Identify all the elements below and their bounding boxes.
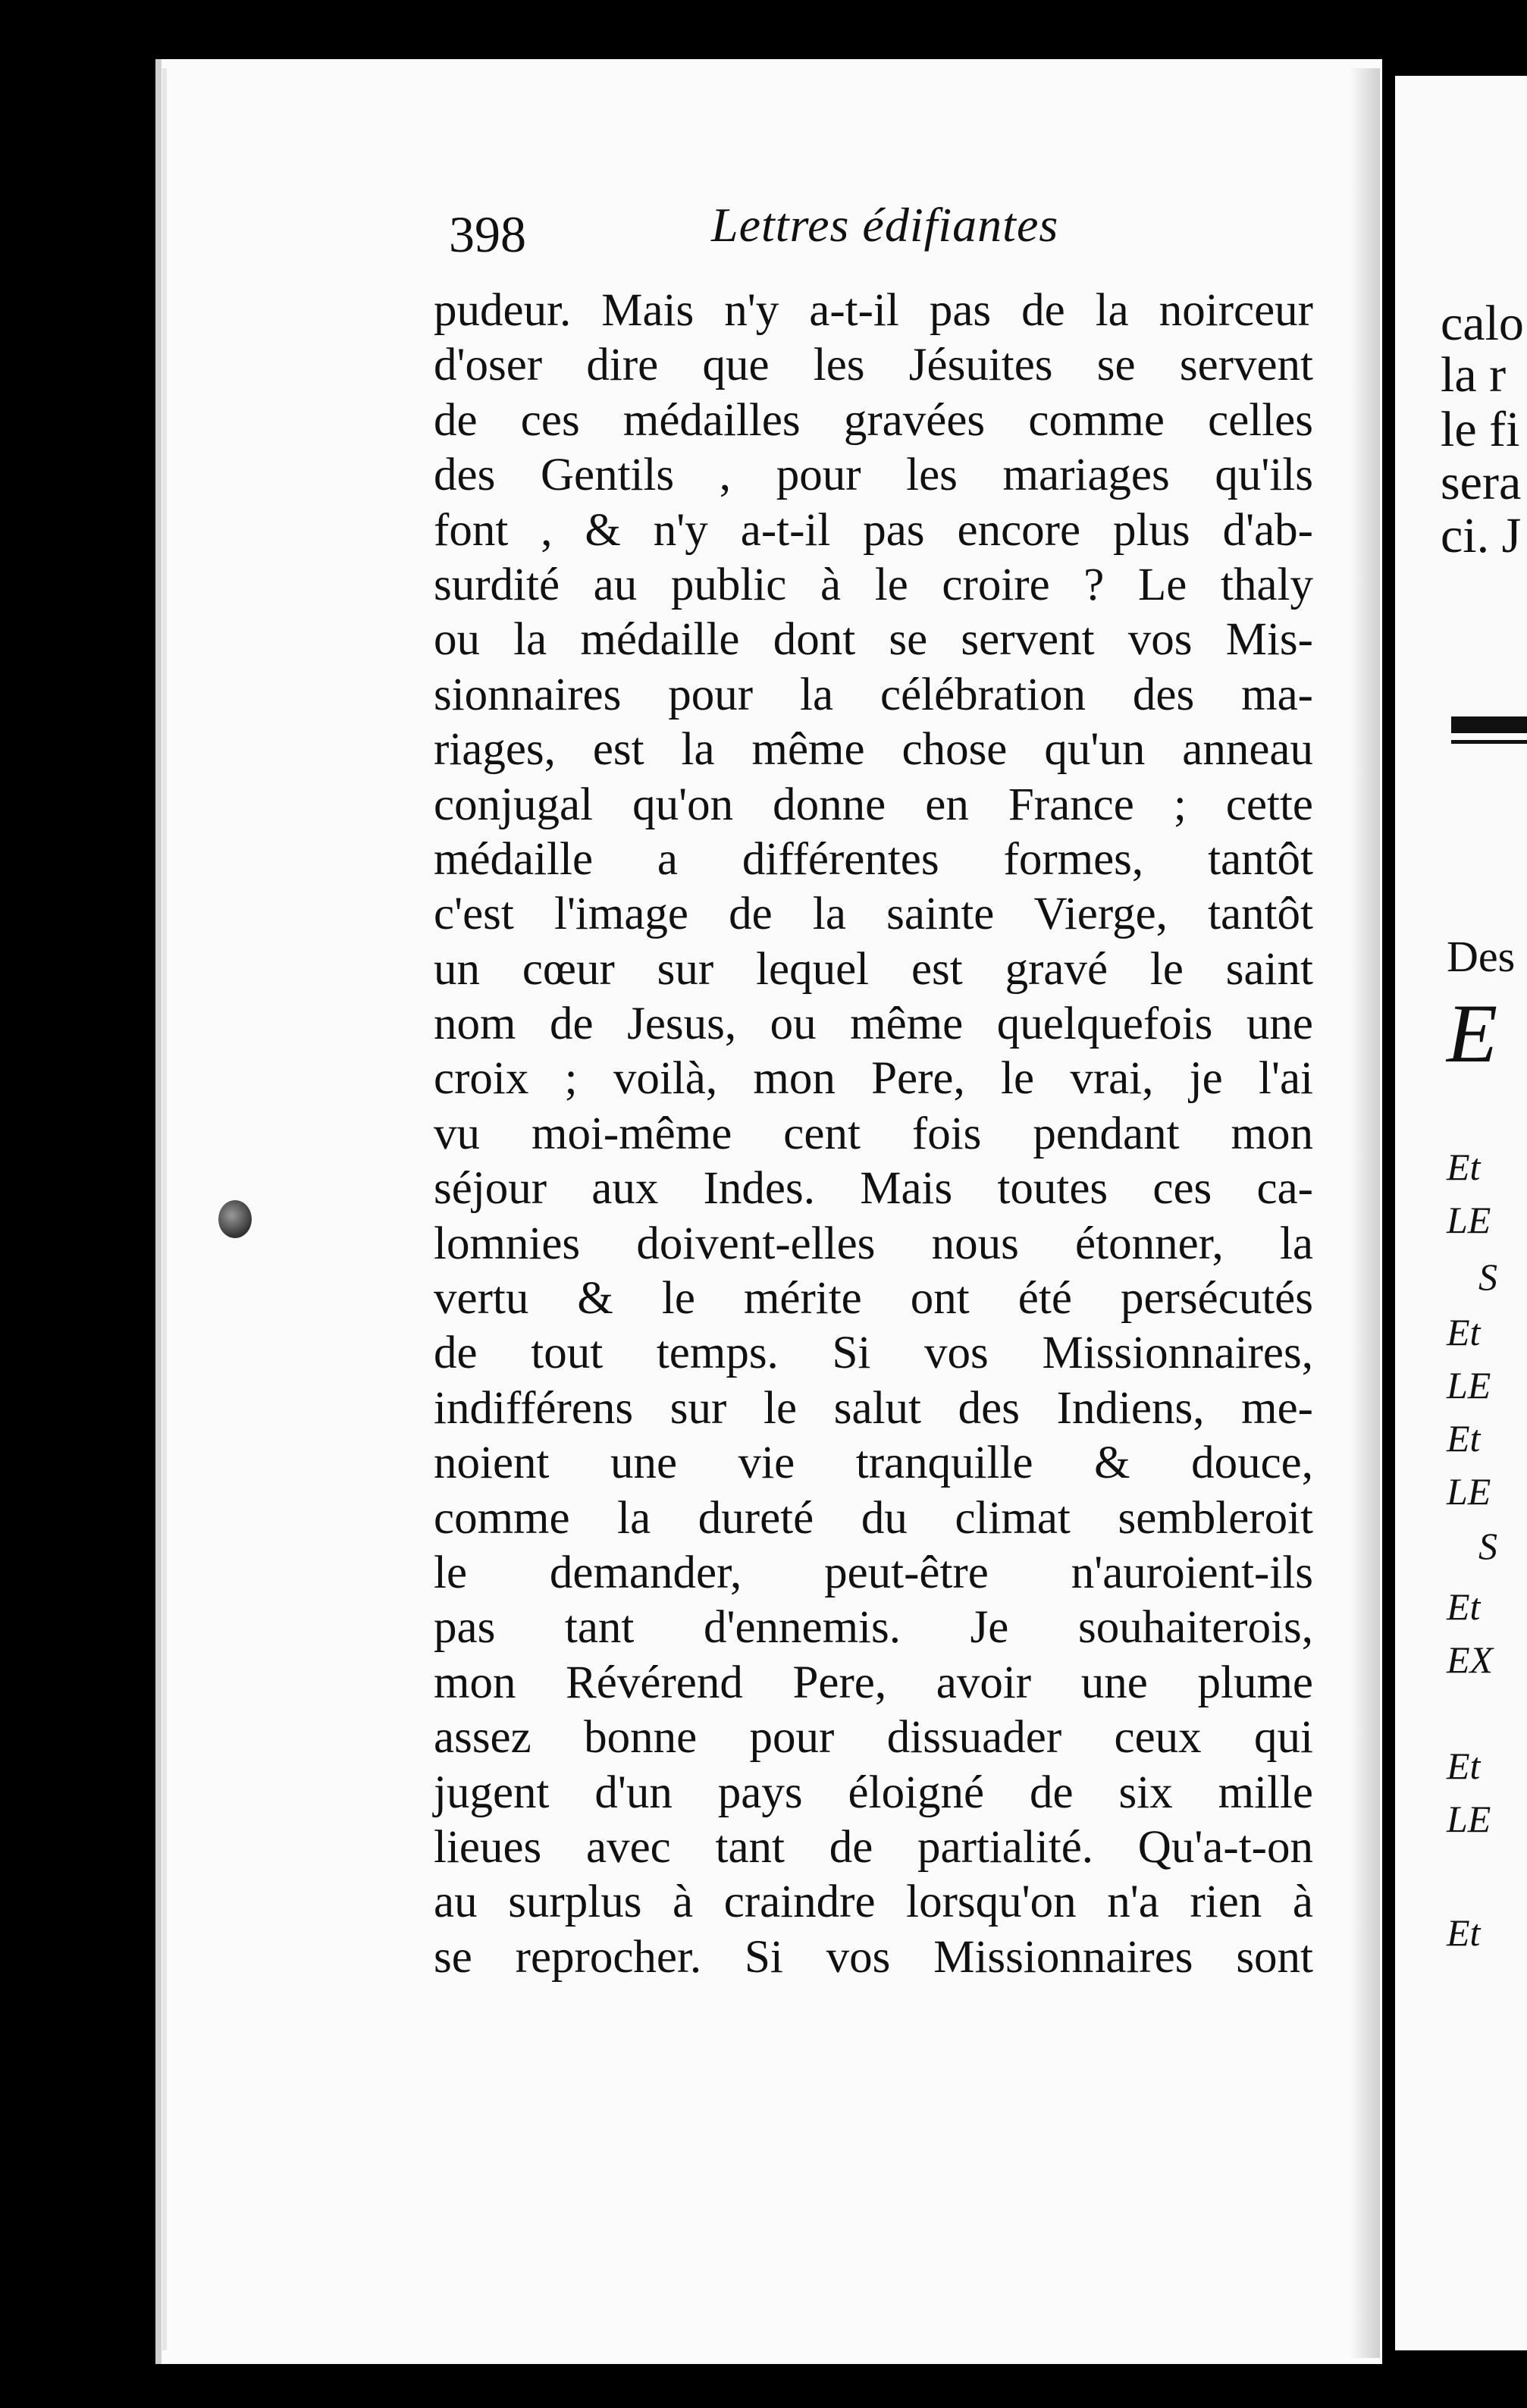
facing-toc-item: Et	[1447, 1311, 1481, 1353]
text-line: croix ; voilà, mon Pere, le vrai, je l'ai	[434, 1053, 1313, 1105]
facing-toc-item: E	[1447, 987, 1498, 1080]
text-line: un cœur sur lequel est gravé le saint	[434, 943, 1313, 995]
text-line: d'oser dire que les Jésuites se servent	[434, 340, 1313, 391]
facing-toc-item: S	[1478, 1525, 1497, 1567]
text-line: de ces médailles gravées comme celles	[434, 394, 1313, 446]
text-line: des Gentils , pour les mariages qu'ils	[434, 450, 1313, 501]
facing-toc-item: Des	[1447, 932, 1516, 981]
facing-line: la r	[1441, 347, 1507, 403]
text-line: vu moi-même cent fois pendant mon	[434, 1108, 1313, 1159]
text-line: comme la dureté du climat sembleroit	[434, 1492, 1313, 1544]
running-head	[449, 197, 1290, 281]
text-line: pas tant d'ennemis. Je souhaiterois,	[434, 1602, 1313, 1654]
text-line: séjour aux Indes. Mais toutes ces ca-	[434, 1163, 1313, 1215]
facing-rule-thin	[1451, 740, 1527, 744]
text-line: lieues avec tant de partialité. Qu'a-t-on	[434, 1821, 1313, 1873]
text-line: surdité au public à le croire ? Le thaly	[434, 559, 1313, 610]
text-line: indifférens sur le salut des Indiens, me-	[434, 1382, 1313, 1434]
text-line: sionnaires pour la célébration des ma-	[434, 669, 1313, 720]
text-line: vertu & le mérite ont été persécutés	[434, 1273, 1313, 1325]
facing-toc-item: LE	[1447, 1798, 1491, 1840]
text-line: assez bonne pour dissuader ceux qui	[434, 1712, 1313, 1764]
running-title: Lettres édifiantes	[711, 198, 1059, 252]
facing-toc-item: LE	[1447, 1470, 1491, 1513]
facing-toc-item: Et	[1447, 1745, 1481, 1787]
facing-line: le fi	[1441, 402, 1520, 457]
text-line: riages, est la même chose qu'un anneau	[434, 724, 1313, 776]
facing-toc-item: S	[1478, 1256, 1497, 1298]
text-line: nom de Jesus, ou même quelquefois une	[434, 999, 1313, 1050]
facing-toc-item: Et	[1447, 1585, 1481, 1628]
text-line: font , & n'y a-t-il pas encore plus d'ab-	[434, 504, 1313, 556]
text-line: médaille a différentes formes, tantôt	[434, 833, 1313, 885]
text-line: ou la médaille dont se servent vos Mis-	[434, 614, 1313, 666]
facing-line: ci. J	[1441, 508, 1522, 563]
facing-toc-item: Et	[1447, 1911, 1481, 1954]
facing-toc-item: LE	[1447, 1364, 1491, 1406]
text-line: de tout temps. Si vos Missionnaires,	[434, 1328, 1313, 1379]
page-edge	[162, 68, 167, 2350]
facing-toc-item: Et	[1447, 1417, 1481, 1460]
gutter-shadow	[1350, 68, 1380, 2358]
facing-page	[1395, 76, 1527, 2350]
text-line: jugent d'un pays éloigné de six mille	[434, 1767, 1313, 1818]
text-line: c'est l'image de la sainte Vierge, tantôt	[434, 889, 1313, 940]
facing-toc-item: LE	[1447, 1199, 1491, 1241]
facing-line: sera	[1441, 455, 1522, 510]
text-line: au surplus à craindre lorsqu'on n'a rien à	[434, 1877, 1313, 1928]
text-line: se reprocher. Si vos Missionnaires sont	[434, 1931, 1313, 1983]
text-line: noient une vie tranquille & douce,	[434, 1438, 1313, 1489]
text-line: le demander, peut-être n'auroient-ils	[434, 1547, 1313, 1598]
binding-hole	[218, 1200, 252, 1238]
text-line: lomnies doivent-elles nous étonner, la	[434, 1218, 1313, 1269]
facing-rule	[1451, 716, 1527, 733]
body-text	[434, 284, 1313, 1985]
text-line: mon Révérend Pere, avoir une plume	[434, 1657, 1313, 1708]
page-number: 398	[449, 205, 526, 263]
facing-toc-item: EX	[1447, 1638, 1494, 1681]
text-line: conjugal qu'on donne en France ; cette	[434, 779, 1313, 830]
facing-toc-item: Et	[1447, 1146, 1481, 1188]
facing-line: calo	[1441, 296, 1524, 351]
text-line: pudeur. Mais n'y a-t-il pas de la noirceur	[434, 285, 1313, 336]
